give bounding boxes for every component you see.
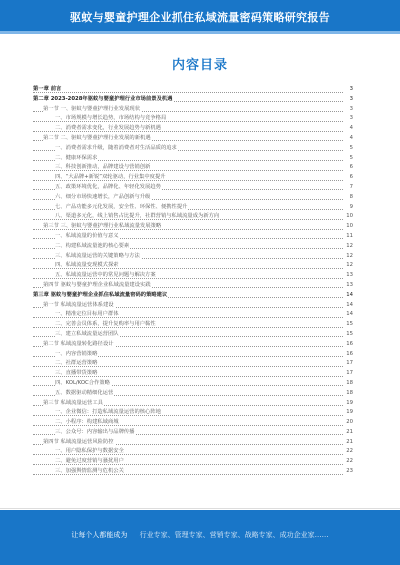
toc-entry[interactable] — [33, 95, 353, 105]
toc-entry-page: 15 — [345, 320, 353, 330]
toc-entry-title: 五、数据驱动精细化运营 — [55, 389, 114, 396]
toc-entry-page: 12 — [345, 252, 353, 262]
toc-entry-page: 5 — [349, 154, 353, 164]
toc-entry-page: 5 — [349, 144, 353, 154]
toc-entry-title: 第一节 私域流量运营体系建设 — [43, 301, 114, 308]
toc-leader-dots — [33, 121, 343, 122]
toc-entry[interactable] — [33, 163, 353, 173]
toc-entry-page: 16 — [345, 350, 353, 360]
toc-entry-page: 22 — [345, 447, 353, 457]
toc-entry[interactable] — [33, 193, 353, 203]
toc-entry[interactable] — [33, 154, 353, 164]
toc-entry-page: 3 — [349, 85, 353, 95]
toc-entry[interactable] — [33, 408, 353, 418]
toc-entry-page: 16 — [345, 340, 353, 350]
toc-entry-title: 第三章 驱蚊与婴童护理企业抓住私域流量密码的策略建议 — [33, 291, 168, 298]
toc-entry-page: 3 — [349, 114, 353, 124]
toc-entry-title: 四、私域流量变现模式探索 — [55, 262, 119, 269]
toc-entry[interactable] — [33, 114, 353, 124]
toc-entry[interactable] — [33, 291, 353, 301]
toc-entry-title: 八、渠道多元化，线上销售占比提升，社群营销与私域流量成为新方向 — [55, 213, 220, 220]
toc-entry-page: 20 — [345, 418, 353, 428]
toc-entry[interactable] — [33, 281, 353, 291]
toc-entry-page: 17 — [345, 359, 353, 369]
toc-entry[interactable] — [33, 261, 353, 271]
toc-entry-page: 21 — [345, 438, 353, 448]
report-footer — [0, 510, 400, 565]
toc-entry[interactable] — [33, 438, 353, 448]
toc-entry-title: 三、私域流量运营的关键策略与方法 — [55, 252, 140, 259]
toc-entry-title: 五、政策环境优化，品牌化、年轻化发展趋势 — [55, 183, 161, 190]
toc-entry-title: 第三节 私域流量运营工具 — [43, 399, 103, 406]
toc-entry-page: 9 — [349, 203, 353, 213]
toc-entry[interactable] — [33, 340, 353, 350]
toc-entry-page: 21 — [345, 428, 353, 438]
toc-entry[interactable] — [33, 242, 353, 252]
toc-entry-title: 第二节 二、驱蚊与婴童护理行业发展的新机遇 — [43, 134, 151, 141]
toc-entry-title: 二、消费者需求变化，行业发展趋势与新机遇 — [55, 125, 161, 132]
toc-entry-title: 第一章 前言 — [33, 86, 62, 92]
toc-entry-title: 四、“大品牌+新锐”双轮驱动，行业集中度提升 — [55, 174, 166, 181]
toc-entry-title: 三、科技创新推动，品牌建设与营销创新 — [55, 164, 151, 171]
toc-entry[interactable] — [33, 350, 353, 360]
toc-entry-page: 14 — [345, 301, 353, 311]
toc-entry-title: 四、KOL/KOC合作策略 — [55, 379, 110, 386]
toc-entry[interactable] — [33, 222, 353, 232]
toc-entry-title: 第四节 驱蚊与婴童护理企业私域流量建设实践 — [43, 281, 151, 288]
toc-entry-title: 一、私域流量的价值与意义 — [55, 232, 119, 239]
toc-entry-title: 一、精准定位目标用户群体 — [55, 311, 119, 318]
toc-entry-page: 8 — [349, 193, 353, 203]
toc-entry-page: 23 — [345, 467, 353, 477]
toc-entry-page: 6 — [349, 163, 353, 173]
report-header — [0, 0, 400, 34]
toc-leader-dots — [33, 219, 343, 220]
toc-leader-dots — [33, 170, 343, 171]
toc-entry[interactable] — [33, 389, 353, 399]
toc-entry[interactable] — [33, 467, 353, 477]
toc-leader-dots — [33, 454, 343, 455]
toc-entry-title: 二、完善会员体系，提升复购率与用户黏性 — [55, 321, 156, 328]
toc-entry-title: 一、企业微信：打造私域流量运营的核心阵地 — [55, 409, 161, 416]
toc-entry[interactable] — [33, 418, 353, 428]
toc-entry-page: 15 — [345, 330, 353, 340]
toc-entry-page: 19 — [345, 399, 353, 409]
toc-entry-page: 10 — [345, 212, 353, 222]
toc-entry[interactable] — [33, 320, 353, 330]
toc-leader-dots — [33, 92, 343, 93]
toc-entry-page: 14 — [345, 310, 353, 320]
toc-entry-title: 三、建立私域流量运营团队 — [55, 330, 119, 337]
toc-entry-title: 第二章 2023-2028年驱蚊与婴童护理行业市场前景及机遇 — [33, 95, 173, 102]
toc-entry-title: 一、市场规模与增长趋势，市场结构与竞争格局 — [55, 115, 167, 122]
toc-entry[interactable] — [33, 379, 353, 389]
toc-entry-page: 13 — [345, 281, 353, 291]
toc-entry[interactable] — [33, 85, 353, 95]
toc-entry-title: 第一节 一、驱蚊与婴童护理行业发展现状 — [43, 105, 141, 112]
footer-text — [0, 530, 400, 540]
header-stripe — [0, 31, 400, 34]
toc-entry-title: 一、消费者需求升级，随着消费者对生活品质的追求 — [55, 144, 177, 151]
toc-entry-page: 18 — [345, 389, 353, 399]
footer-slogan: 让每个人都能成为 — [71, 531, 128, 539]
toc-entry[interactable] — [33, 359, 353, 369]
toc-entry-page: 19 — [345, 408, 353, 418]
toc-entry-title: 二、避免过度营销与骚扰用户 — [55, 458, 124, 465]
toc-entry-title: 二、小程序：构建私域商城 — [55, 419, 119, 426]
toc-entry-page: 10 — [345, 222, 353, 232]
toc-entry-page: 3 — [349, 105, 353, 115]
toc-entry-title: 六、细分市场快速增长，产品创新与升级 — [55, 193, 151, 200]
toc-entry[interactable] — [33, 232, 353, 242]
toc-entry[interactable] — [33, 173, 353, 183]
toc-entry-title: 五、私域流量运营中的常见问题与解决方案 — [55, 272, 156, 279]
toc-entry-page: 3 — [349, 95, 353, 105]
toc-entry[interactable] — [33, 183, 353, 193]
toc-entry[interactable] — [33, 447, 353, 457]
footer-roles: 行业专家、管理专家、营销专家、战略专家、成功企业家…… — [139, 531, 329, 539]
toc-entry[interactable] — [33, 134, 353, 144]
toc-entry[interactable] — [33, 252, 353, 262]
toc-entry[interactable] — [33, 203, 353, 213]
toc-entry-page: 17 — [345, 369, 353, 379]
toc-entry-title: 第二节 私域流量转化路径设计 — [43, 340, 114, 347]
toc-entry-title: 二、健康环保需求 — [55, 154, 98, 161]
toc-entry[interactable] — [33, 271, 353, 281]
toc-entry-page: 12 — [345, 242, 353, 252]
toc-entry-title: 二、社群运营策略 — [55, 360, 98, 367]
toc-entry-page: 11 — [345, 232, 353, 242]
toc-entry-page: 6 — [349, 173, 353, 183]
toc-entry[interactable] — [33, 301, 353, 311]
toc-entry[interactable] — [33, 212, 353, 222]
toc-entry[interactable] — [33, 428, 353, 438]
toc-entry[interactable] — [33, 369, 353, 379]
toc-entry-title: 一、内容营销策略 — [55, 350, 98, 357]
toc-title: 内容目录 — [171, 58, 228, 73]
toc-entry[interactable] — [33, 124, 353, 134]
toc-entry-title: 七、产品功能多元化发展，安全性、环保性、便携性提升 — [55, 203, 188, 210]
toc-entry[interactable] — [33, 330, 353, 340]
toc-entry[interactable] — [33, 105, 353, 115]
toc-entry-page: 18 — [345, 379, 353, 389]
toc-entry[interactable] — [33, 399, 353, 409]
toc-entry-page: 14 — [345, 291, 353, 301]
toc-entry-title: 三、直播带货策略 — [55, 370, 98, 377]
toc-entry-page: 7 — [349, 183, 353, 193]
toc-entry-title: 二、构建私域流量池的核心要素 — [55, 242, 130, 249]
toc-entry[interactable] — [33, 457, 353, 467]
toc-entry[interactable] — [33, 144, 353, 154]
footer-divider — [0, 508, 400, 509]
toc-entry-title: 第四节 私域流量运营风险防控 — [43, 438, 114, 445]
report-title: 驱蚊与婴童护理企业抓住私域流量密码策略研究报告 — [70, 11, 330, 24]
toc-entry-title: 第三节 三、驱蚊与婴童护理行业私域流量发展策略 — [43, 223, 162, 230]
toc-entry-page: 12 — [345, 261, 353, 271]
toc-entry-page: 13 — [345, 271, 353, 281]
toc-entry-page: 22 — [345, 457, 353, 467]
table-of-contents — [33, 85, 353, 477]
toc-entry-title: 三、加强舆情监测与危机公关 — [55, 468, 124, 475]
toc-entry-page: 4 — [349, 134, 353, 144]
toc-entry-title: 三、公众号：内容输出与品牌传播 — [55, 428, 135, 435]
toc-entry-title: 一、用户隐私保护与数据安全 — [55, 448, 124, 455]
toc-entry-page: 4 — [349, 124, 353, 134]
toc-entry[interactable] — [33, 310, 353, 320]
